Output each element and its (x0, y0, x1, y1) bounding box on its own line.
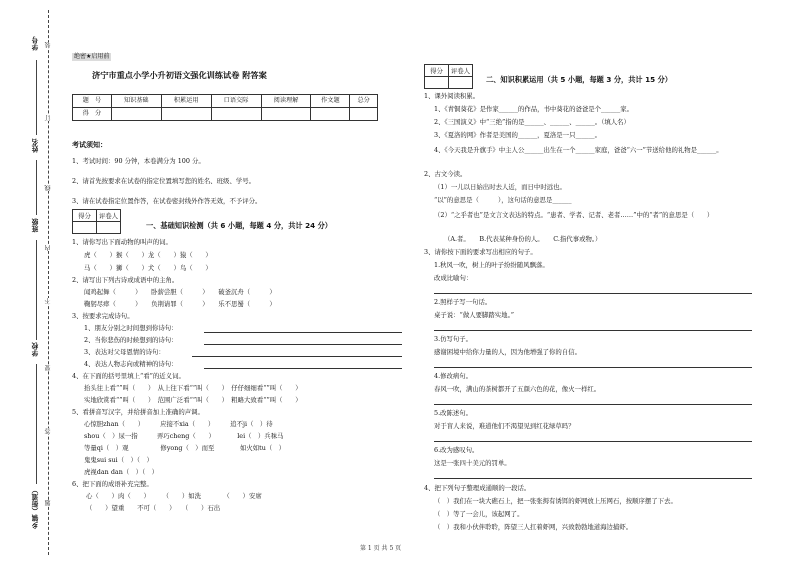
question-line: 3、按要求完成诗句。 (72, 312, 134, 320)
answer-line[interactable] (434, 367, 752, 368)
question-line: 4、表达人物志向或精神的诗句： (84, 360, 178, 368)
question-line: 心（ ）肉（ ） （ ）如洗 （ ）安席 (86, 492, 262, 500)
score-header-cell: 口语交际 (211, 95, 261, 108)
question-line: 感谢困境中给你力量的人，因为他增强了你的自信。 (434, 348, 581, 356)
question-line: 4.修改病句。 (434, 372, 473, 380)
seal-dashed-line (48, 10, 49, 555)
notice-item: 3、请在试卷指定位置作答，在试卷密封线外作答无效，不予评分。 (72, 197, 262, 205)
binding-margin (0, 0, 60, 565)
margin-label-township: 乡镇（街道） (32, 486, 40, 529)
section2-scorebox (424, 64, 473, 89)
question-line: 抬头往上看“”叫（ ） 从上往下看“”叫（ ） 仔仔细细看“”叫（ ） (84, 384, 302, 392)
page-title: 济宁市重点小学小升初语文强化训练试卷 附答案 (92, 70, 267, 80)
answer-line[interactable] (434, 293, 752, 294)
question-line: 这是一张四十美元的罚单。 (434, 459, 511, 467)
question-line: 实地欣赏看“”叫（ ） 范围广泛看“”叫（ ） 粗略大致看“”叫（ ） (84, 396, 302, 404)
margin-label-student-id: 学号 (32, 36, 40, 51)
score-cell[interactable] (350, 108, 378, 121)
question-line: （ ）等了一会儿，该起网了。 (434, 510, 524, 518)
question-line: 虎视dan dan（ ）（ ） (84, 468, 158, 476)
question-line: （ ）我和小伙伴聆聆，阵望三人扛着虾网，兴致勃勃地道海边捕虾。 (434, 523, 633, 531)
score-table (72, 94, 378, 121)
question-line: 1、请你写出下面动物的叫声的词。 (72, 238, 172, 246)
question-line: 春风一吹，满山的茶树都开了五颜六色的花，像火一样红。 (434, 385, 601, 393)
seal-text: 题 (45, 500, 52, 506)
question-line: 4、把下列句子整理成通顺的一段话。 (424, 484, 531, 492)
question-line: （ ）望重 不可（ ） （ ）石出 (86, 504, 221, 512)
question-line: 2、《三国演义》中“三绝”指的是______、______、______。（填人名） (434, 118, 630, 126)
scorebox-grader-cell[interactable] (449, 77, 473, 89)
score-cell[interactable] (211, 108, 261, 121)
question-line: 1.秋风一吹，树上的叶子纷纷随风飘落。 (434, 261, 549, 269)
scorebox-score-cell[interactable] (425, 77, 449, 89)
scorebox-score-label: 得分 (425, 65, 449, 77)
question-line: “以”的意思是（ ），这句话的意思是______ (434, 196, 572, 204)
score-cell[interactable] (161, 108, 211, 121)
scorebox-grader-label: 评卷人 (97, 210, 121, 222)
question-line: （ ）我们在一块大礁石上，把一张张拇有诱饵的虾网放上压网石，按顺序摆了下去。 (434, 497, 677, 505)
question-line: 对于盲人来说，难道他们不渴望见到红花绿草吗？ (434, 422, 575, 430)
question-line: shou（ ）尿一指 弄巧cheng（ ） lei（ ）兵秣马 (84, 432, 284, 440)
answer-line[interactable] (434, 404, 752, 405)
answer-line[interactable] (434, 441, 752, 442)
question-line: 5.改陈述句。 (434, 409, 473, 417)
question-line: 闻鸡起舞（ ） 卧薪尝胆（ ） 破釜沉舟（ ） (84, 288, 276, 296)
score-header-cell: 题 号 (73, 95, 112, 108)
score-header-cell: 作文题 (311, 95, 350, 108)
margin-label-school: 学校 (32, 342, 40, 357)
answer-line[interactable] (204, 332, 402, 333)
seal-text: 内 (45, 245, 52, 251)
score-row-label: 得 分 (73, 108, 112, 121)
question-line: 2.照样子写一句话。 (434, 298, 492, 306)
answer-line[interactable] (192, 356, 402, 357)
question-line: 改成比喻句： (434, 274, 473, 282)
score-header-cell: 总分 (350, 95, 378, 108)
seal-text: 装 (45, 42, 52, 48)
section1-scorebox (72, 209, 121, 234)
question-line: 3、表达对父母恩情的诗句： (84, 348, 165, 356)
question-line: 5、看拼音写汉字，并给拼音加上准确的声调。 (72, 408, 204, 416)
answer-line[interactable] (204, 344, 402, 345)
section2-title: 二、知识积累运用（共 5 小题，每题 3 分，共计 15 分） (486, 75, 672, 84)
seal-text: 答 (45, 428, 52, 434)
question-line: 心惊胆zhan（ ） 应接不xia（ ） 追不ji（ ）待 (84, 420, 273, 428)
seal-text: 不 (45, 298, 52, 304)
question-line: 4、《今天我是升旗手》中主人公______出生在一个______家庭，爸爸“六一”节送给他的礼物是______。 (434, 146, 723, 154)
scorebox-score-cell[interactable] (73, 222, 97, 234)
question-line: 3、请你按下面的要求写出相应的句子。 (424, 248, 537, 256)
scorebox-grader-cell[interactable] (97, 222, 121, 234)
notice-heading: 考试须知： (72, 141, 107, 149)
margin-label-name: 姓名 (32, 138, 40, 153)
question-line: 马（ ）狮（ ）犬（ ）鸟（ ） (84, 264, 212, 272)
question-line: 2、当你悲伤的时候想到的诗句： (84, 336, 178, 344)
notice-item: 1、考试时间：90 分钟，本卷满分为 100 分。 (72, 157, 205, 165)
score-cell[interactable] (111, 108, 161, 121)
score-table-score-row (73, 108, 378, 121)
score-cell[interactable] (261, 108, 311, 121)
question-line: （A.者。 B.代表某种身份的人。 C.指代事或物。） (444, 235, 602, 243)
question-line: 虎（ ）猴（ ）龙（ ）猿（ ） (84, 251, 212, 259)
scorebox-score-label: 得分 (73, 210, 97, 222)
answer-line[interactable] (434, 478, 752, 479)
answer-line[interactable] (434, 330, 752, 331)
question-line: 桌子说：“做人要脚踏实地。” (434, 311, 515, 319)
scorebox-grader-label: 评卷人 (449, 65, 473, 77)
score-header-cell: 知识基础 (111, 95, 161, 108)
question-line: 1、《青铜葵花》是作家______的作品，书中葵花的爸爸是个______家。 (434, 105, 633, 113)
question-line: 3、《夏洛的网》作者是美国的______，夏洛是一只______。 (434, 131, 602, 139)
question-line: 鬼鬼sui sui（ ）（ ） (84, 456, 153, 464)
question-line: 1、朋友分别之时间想到你诗句： (84, 324, 178, 332)
secret-mark: 绝密★启用前 (74, 53, 110, 60)
question-line: 2、请写出下列古诗或成语中的主角。 (72, 276, 179, 284)
seal-text: 要 (45, 365, 52, 371)
score-cell[interactable] (311, 108, 350, 121)
score-header-cell: 积累运用 (161, 95, 211, 108)
question-line: 6、把下面的成语补充完整。 (72, 480, 153, 488)
question-line: 鞠躬尽瘁（ ） 负荆请罪（ ） 乐不思蜀（ ） (84, 300, 276, 308)
seal-text: 线 (45, 185, 52, 191)
answer-line[interactable] (204, 368, 402, 369)
question-line: （1）一儿以日始出时去人近，而日中时远也。 (434, 183, 566, 191)
question-line: 6.改为感叹句。 (434, 446, 479, 454)
question-line: 4、在下面的括号里填上“看”的近义词。 (72, 372, 185, 380)
margin-label-class: 班级 (32, 218, 40, 233)
score-table-header-row (73, 95, 378, 108)
question-line: （2）“之乎者也”是文言文表达的特点。“患者、学者、记者、老者……”中的“者”的意思是（ ） (434, 211, 714, 219)
section1-title: 一、基础知识检测（共 6 小题，每题 4 分，共计 24 分） (146, 221, 332, 230)
notice-item: 2、请首先按要求在试卷的指定位置填写您的姓名、班级、学号。 (72, 177, 256, 185)
question-line: 3.仿写句子。 (434, 335, 473, 343)
question-line: 2、古文今读。 (424, 170, 467, 178)
question-line: 等量qi（ ）观 修yong（ ）而至 如火如tu（ ） (84, 444, 286, 452)
seal-text: 订 (45, 115, 52, 121)
page-footer: 第 1 页 共 5 页 (360, 545, 402, 552)
score-header-cell: 阅读理解 (261, 95, 311, 108)
question-line: 1、课外阅读积累。 (424, 92, 480, 100)
